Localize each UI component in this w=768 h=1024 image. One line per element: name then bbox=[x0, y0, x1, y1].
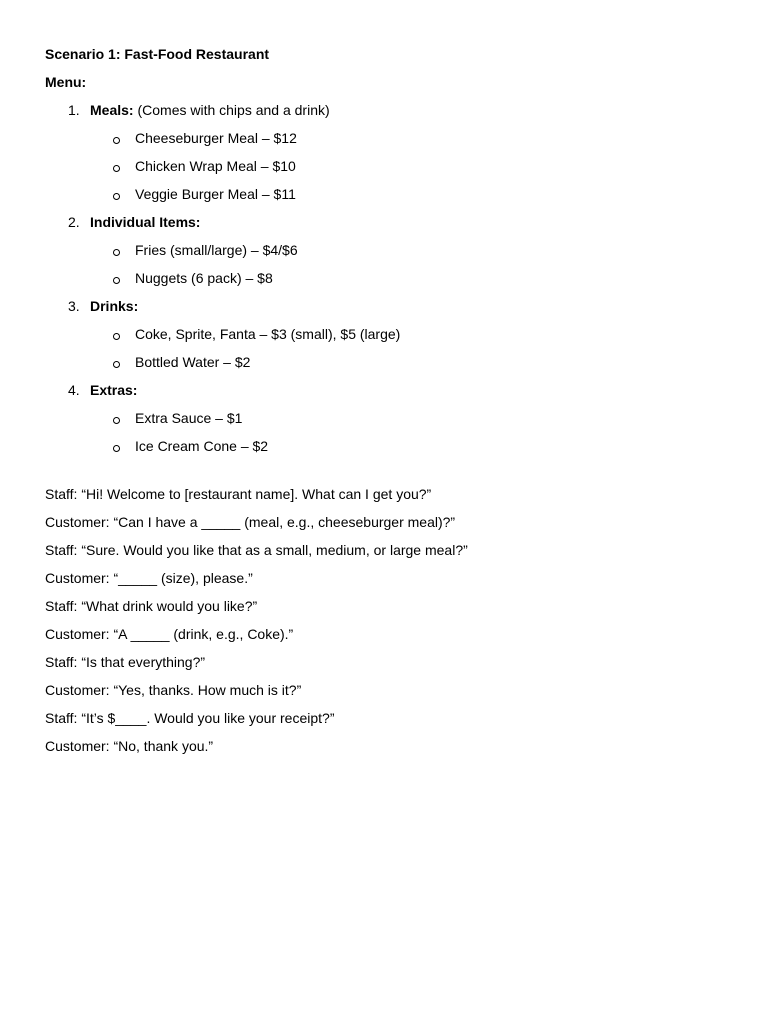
circle-bullet-icon bbox=[113, 445, 120, 452]
document-title: Scenario 1: Fast-Food Restaurant bbox=[45, 46, 270, 62]
menu-section-drinks bbox=[45, 296, 725, 324]
circle-bullet-icon bbox=[113, 333, 120, 340]
dialogue-line: Customer: “No, thank you.” bbox=[45, 738, 214, 754]
menu-section-label: Individual Items: bbox=[90, 214, 201, 230]
menu-section-individual-items bbox=[45, 212, 725, 240]
menu-section-number: 1. bbox=[68, 102, 80, 118]
menu-section-label: Extras: bbox=[90, 382, 138, 398]
dialogue-line: Staff: “Hi! Welcome to [restaurant name]. What can I get you?” bbox=[45, 486, 432, 502]
menu-list-item bbox=[45, 240, 725, 268]
dialogue bbox=[45, 484, 725, 764]
circle-bullet-icon bbox=[113, 165, 120, 172]
menu-section-number: 4. bbox=[68, 382, 80, 398]
menu-item-text: Cheeseburger Meal – $12 bbox=[135, 130, 297, 146]
menu-list-item bbox=[45, 352, 725, 380]
dialogue-line: Customer: “_____ (size), please.” bbox=[45, 570, 253, 586]
circle-bullet-icon bbox=[113, 249, 120, 256]
menu-list-item bbox=[45, 184, 725, 212]
circle-bullet-icon bbox=[113, 193, 120, 200]
dialogue-line: Staff: “Sure. Would you like that as a small, medium, or large meal?” bbox=[45, 542, 468, 558]
menu-item-text: Veggie Burger Meal – $11 bbox=[135, 186, 296, 202]
menu-item-text: Chicken Wrap Meal – $10 bbox=[135, 158, 296, 174]
menu-list-item bbox=[45, 436, 725, 464]
menu-list-item bbox=[45, 324, 725, 352]
menu-list-item bbox=[45, 408, 725, 436]
menu-section-number: 3. bbox=[68, 298, 80, 314]
circle-bullet-icon bbox=[113, 417, 120, 424]
menu-section-meals bbox=[45, 100, 725, 128]
menu-section-label: Meals: bbox=[90, 102, 134, 118]
menu-list bbox=[45, 100, 725, 464]
dialogue-line: Customer: “A _____ (drink, e.g., Coke).” bbox=[45, 626, 294, 642]
menu-list-item bbox=[45, 128, 725, 156]
dialogue-line: Customer: “Yes, thanks. How much is it?” bbox=[45, 682, 302, 698]
menu-item-text: Ice Cream Cone – $2 bbox=[135, 438, 269, 454]
menu-item-text: Coke, Sprite, Fanta – $3 (small), $5 (large) bbox=[135, 326, 401, 342]
circle-bullet-icon bbox=[113, 137, 120, 144]
menu-item-text: Nuggets (6 pack) – $8 bbox=[135, 270, 273, 286]
menu-list-item bbox=[45, 156, 725, 184]
menu-section-label: Drinks: bbox=[90, 298, 139, 314]
section-spacer bbox=[45, 464, 725, 484]
circle-bullet-icon bbox=[113, 361, 120, 368]
menu-list-item bbox=[45, 268, 725, 296]
menu-section-extras bbox=[45, 380, 725, 408]
menu-heading: Menu: bbox=[45, 74, 87, 90]
menu-section-number: 2. bbox=[68, 214, 80, 230]
dialogue-line: Staff: “It’s $____. Would you like your receipt?” bbox=[45, 710, 335, 726]
menu-item-text: Bottled Water – $2 bbox=[135, 354, 251, 370]
dialogue-line: Staff: “What drink would you like?” bbox=[45, 598, 258, 614]
document-page bbox=[45, 44, 725, 764]
circle-bullet-icon bbox=[113, 277, 120, 284]
menu-item-text: Extra Sauce – $1 bbox=[135, 410, 243, 426]
menu-section-note: (Comes with chips and a drink) bbox=[133, 102, 330, 118]
dialogue-line: Staff: “Is that everything?” bbox=[45, 654, 206, 670]
menu-item-text: Fries (small/large) – $4/$6 bbox=[135, 242, 298, 258]
dialogue-line: Customer: “Can I have a _____ (meal, e.g., cheeseburger meal)?” bbox=[45, 514, 456, 530]
